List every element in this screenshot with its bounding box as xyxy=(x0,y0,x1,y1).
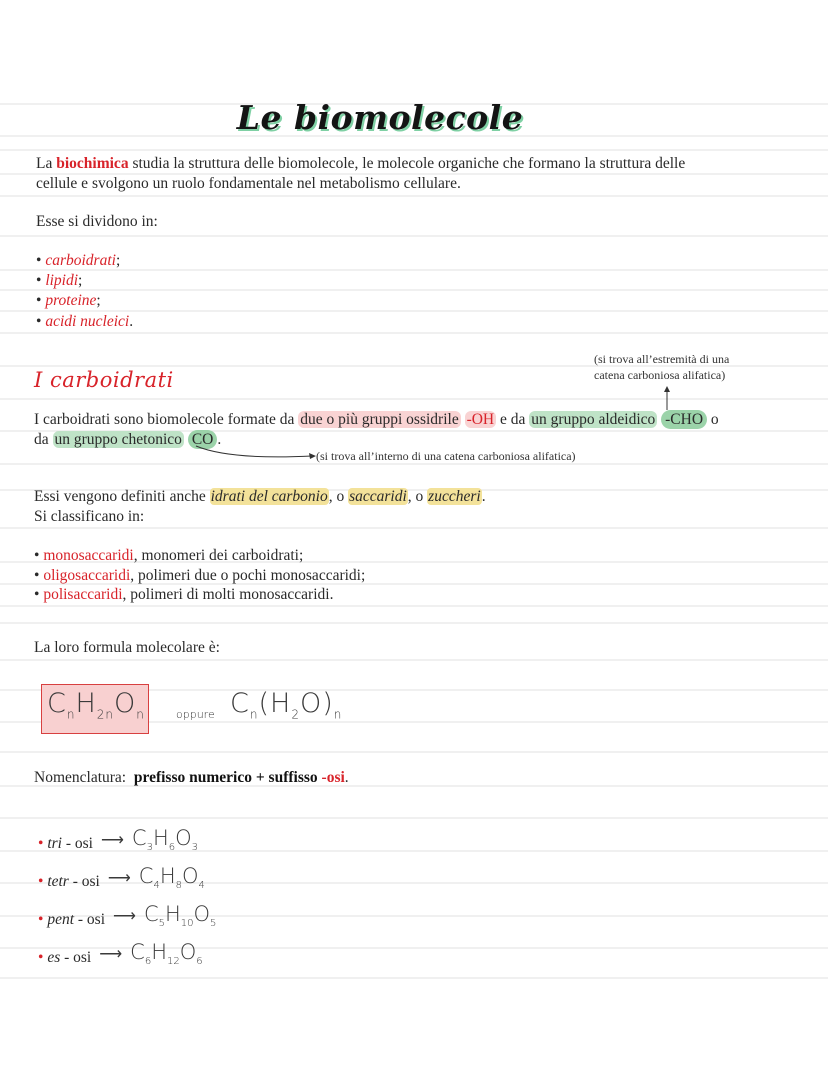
arrow-right-icon: ⟶ xyxy=(99,944,123,963)
reaction-formula: $C_4H_8O_4$ xyxy=(138,864,205,892)
sub-h: 12 xyxy=(167,956,180,968)
category-punct: ; xyxy=(115,252,121,269)
highlight-aldehyde: un gruppo aldeidico xyxy=(531,411,656,428)
bullet-icon: • xyxy=(36,292,42,309)
bullet-icon: • xyxy=(34,547,40,564)
category-label: lipidi xyxy=(45,272,79,289)
intro-after: studia la struttura delle biomolecole, le molecole organiche che formano la struttura delle xyxy=(128,155,686,172)
formula-symbol: H xyxy=(270,688,292,719)
sub-h: 6 xyxy=(168,842,176,854)
category-label: acidi nucleici xyxy=(45,313,130,330)
curved-arrow-icon xyxy=(190,442,320,464)
formula-symbol: O xyxy=(299,688,323,719)
nomenclature-line xyxy=(34,768,349,788)
intro-line-2: cellule e svolgono un ruolo fondamentale nel metabolismo cellulare. xyxy=(36,175,461,192)
aka-text: , o xyxy=(407,488,428,505)
formula-subscript: n xyxy=(136,707,145,722)
bullet-icon: • xyxy=(36,313,42,330)
sub-o: 5 xyxy=(210,918,217,930)
reaction-row xyxy=(38,940,203,967)
formula-subscript: n xyxy=(66,707,76,722)
category-punct: ; xyxy=(78,272,83,289)
class-term: monosaccaridi xyxy=(43,547,134,564)
formula-subscript: n xyxy=(249,707,259,722)
sub-c: 4 xyxy=(153,880,160,892)
reaction-sep: - osi xyxy=(74,911,105,928)
note-top-line-1: (si trova all’estremità di una xyxy=(594,352,730,366)
sub-o: 3 xyxy=(191,842,199,854)
intro-line-1 xyxy=(36,154,685,174)
sub-o: 4 xyxy=(198,880,205,892)
aka-text: Essi vengono definiti anche xyxy=(34,488,210,505)
formula-general xyxy=(47,688,145,721)
reaction-row xyxy=(38,902,216,929)
reaction-formula: $C_6H_{12}O_6$ xyxy=(130,940,203,968)
formula-symbol: O xyxy=(114,688,137,719)
nomen-label: Nomenclatura: xyxy=(34,769,127,786)
list-item xyxy=(34,566,365,586)
sub-h: 10 xyxy=(180,918,194,930)
aka-line-1 xyxy=(34,487,486,507)
divide-text: Esse si dividono in: xyxy=(36,213,158,230)
sub-o: 6 xyxy=(196,956,203,968)
sub-h: 8 xyxy=(175,880,182,892)
bullet-icon: • xyxy=(38,949,44,966)
reaction-row xyxy=(38,826,198,853)
reaction-prefix: pent xyxy=(47,911,74,928)
group-cho: -CHO xyxy=(661,410,707,429)
reaction-prefix: tri xyxy=(47,835,62,852)
arrow-up-icon xyxy=(660,386,674,412)
highlight-oxydrile: due o più gruppi ossidrile xyxy=(300,411,459,428)
bullet-icon: • xyxy=(36,252,42,269)
formula-subscript: 2 xyxy=(291,707,300,722)
section-heading: I carboidrati xyxy=(34,368,174,392)
def-text: . xyxy=(217,431,222,448)
definition-line-1 xyxy=(34,410,719,430)
sub-c: 3 xyxy=(146,842,153,854)
arrow-right-icon: ⟶ xyxy=(113,906,136,925)
aka-line-2: Si classificano in: xyxy=(34,508,145,525)
def-text: e da xyxy=(496,411,530,428)
bullet-icon: • xyxy=(38,873,44,890)
class-term: oligosaccaridi xyxy=(43,567,131,584)
group-co: CO xyxy=(188,430,218,449)
reaction-sep: - osi xyxy=(68,873,100,890)
reaction-sep: - osi xyxy=(61,835,93,852)
sub-c: 6 xyxy=(144,956,152,968)
intro-before: La xyxy=(36,155,57,172)
reaction-formula: $C_3H_6O_3$ xyxy=(131,826,199,854)
list-item xyxy=(34,585,333,605)
list-item xyxy=(36,291,101,311)
nomen-bold: prefisso numerico + suffisso xyxy=(133,769,318,786)
aka-text: , o xyxy=(328,488,349,505)
formula-intro: La loro formula molecolare è: xyxy=(34,639,220,656)
def-text: da xyxy=(34,431,53,448)
list-item xyxy=(36,271,82,291)
formula-hydrate xyxy=(230,688,342,721)
formula-symbol: ) xyxy=(322,688,334,719)
formula-symbol: C xyxy=(47,688,67,719)
list-item xyxy=(34,546,303,566)
reaction-prefix: es xyxy=(47,949,61,966)
bullet-icon: • xyxy=(34,567,40,584)
highlight-ketone: un gruppo chetonico xyxy=(54,431,182,448)
term-idrati: idrati del carbonio xyxy=(210,488,328,505)
class-desc: , monomeri dei carboidrati; xyxy=(133,547,304,564)
note-bottom: (si trova all’interno di una catena carboniosa alifatica) xyxy=(316,449,576,463)
class-desc: , polimeri di molti monosaccaridi. xyxy=(122,586,334,603)
def-text: I carboidrati sono biomolecole formate da xyxy=(34,411,299,428)
aka-text: . xyxy=(481,488,486,505)
reaction-row xyxy=(38,864,205,891)
reaction-sep: - osi xyxy=(60,949,92,966)
class-desc: , polimeri due o pochi monosaccaridi; xyxy=(130,567,366,584)
formula-symbol: C xyxy=(230,688,250,719)
sub-c: 5 xyxy=(158,918,165,930)
oppure-label: oppure xyxy=(176,708,215,721)
list-item xyxy=(36,312,133,332)
nomen-suffix: -osi xyxy=(321,769,345,786)
page-title: Le biomolecole xyxy=(236,98,524,137)
formula-subscript: 2n xyxy=(96,707,115,722)
def-text: o xyxy=(707,411,719,428)
category-punct: . xyxy=(129,313,134,330)
term-saccaridi: saccaridi xyxy=(349,488,407,505)
reaction-formula: $C_5H_{10}O_5$ xyxy=(143,902,217,930)
note-top-line-2: catena carboniosa alifatica) xyxy=(594,368,726,382)
term-biochimica: biochimica xyxy=(56,155,129,172)
bullet-icon: • xyxy=(38,911,44,928)
formula-symbol: H xyxy=(75,688,97,719)
category-label: carboidrati xyxy=(45,252,116,269)
group-oh: -OH xyxy=(466,411,495,428)
nomen-end: . xyxy=(344,769,349,786)
bullet-icon: • xyxy=(36,272,42,289)
category-label: proteine xyxy=(45,292,97,309)
bullet-icon: • xyxy=(34,586,40,603)
formula-symbol: ( xyxy=(258,688,271,719)
class-term: polisaccaridi xyxy=(43,586,123,603)
formula-subscript: n xyxy=(333,707,343,722)
list-item xyxy=(36,251,120,271)
arrow-right-icon: ⟶ xyxy=(100,830,124,849)
bullet-icon: • xyxy=(38,835,44,852)
category-punct: ; xyxy=(96,292,101,309)
term-zuccheri: zuccheri xyxy=(428,488,481,505)
arrow-right-icon: ⟶ xyxy=(107,868,131,887)
reaction-prefix: tetr xyxy=(47,873,69,890)
